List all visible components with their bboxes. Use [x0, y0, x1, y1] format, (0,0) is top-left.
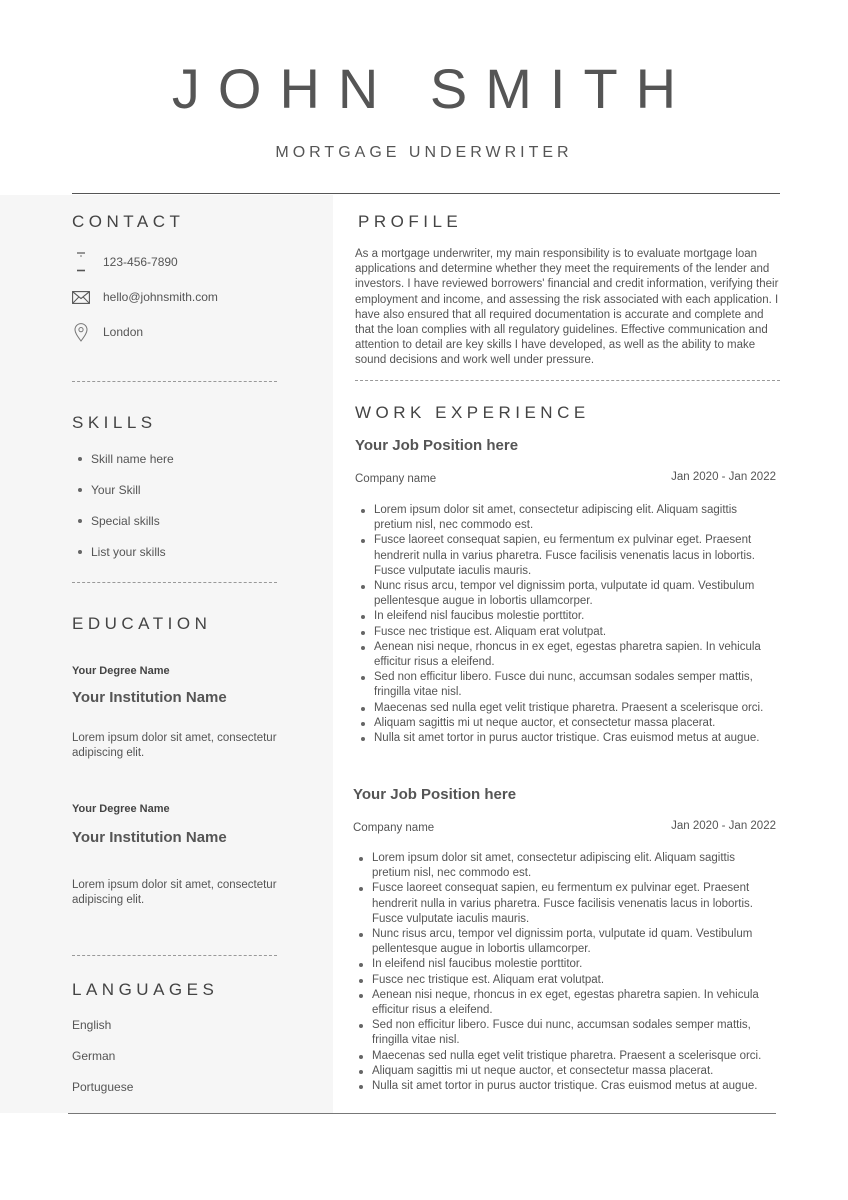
contact-location — [72, 322, 312, 342]
job-bullet: Aliquam sagittis mi ut neque auctor, et consectetur massa placerat. — [353, 1064, 770, 1079]
company-name: Company name — [353, 822, 435, 834]
job-bullet: Aenean nisi neque, rhoncus in ex eget, egestas pharetra sapien. In vehicula efficitur risus a eleifend. — [353, 988, 770, 1018]
language-item: Portuguese — [72, 1080, 134, 1094]
mail-icon — [72, 288, 90, 306]
resume-name: JOHN SMITH — [171, 57, 695, 120]
education-divider — [72, 955, 277, 956]
contact-divider — [72, 381, 277, 382]
languages-heading: LANGUAGES — [72, 980, 219, 999]
resume-title: MORTGAGE UNDERWRITER — [275, 144, 573, 161]
degree-name: Your Degree Name — [72, 803, 170, 815]
job-bullet: Aliquam sagittis mi ut neque auctor, et consectetur massa placerat. — [355, 716, 770, 731]
profile-heading: PROFILE — [358, 212, 463, 231]
job-bullets — [353, 851, 770, 1094]
job-dates: Jan 2020 - Jan 2022 — [671, 471, 776, 483]
job-bullet: Nunc risus arcu, tempor vel dignissim porta, vulputate id quam. Vestibulum pellentesque augue in lobortis ullamcorper. — [355, 579, 770, 609]
header-divider — [72, 193, 780, 194]
job-bullet: Sed non efficitur libero. Fusce dui nunc, accumsan sodales semper mattis, fringilla vitae nisl. — [355, 670, 770, 700]
skill-item: Special skills — [72, 513, 312, 544]
job-bullets — [355, 503, 770, 746]
institution-name: Your Institution Name — [72, 829, 227, 846]
skill-item: Your Skill — [72, 482, 312, 513]
job-bullet: Nulla sit amet tortor in purus auctor tristique. Cras euismod metus at augue. — [355, 731, 770, 746]
job-bullet: Fusce laoreet consequat sapien, eu fermentum ex pulvinar eget. Praesent hendrerit nulla in varius pharetra. Fusce facilisis venenatis lacus in lobortis. Fusce vulputate iaculis mauris. — [355, 533, 770, 579]
skills-heading: SKILLS — [72, 413, 157, 432]
institution-name: Your Institution Name — [72, 689, 227, 706]
skills-list — [72, 451, 312, 575]
degree-name: Your Degree Name — [72, 665, 170, 677]
job-position: Your Job Position here — [353, 786, 517, 803]
job-bullet: Maecenas sed nulla eget velit tristique pharetra. Praesent a scelerisque orci. — [355, 701, 770, 716]
contact-phone — [72, 252, 312, 272]
job-bullet: In eleifend nisl faucibus molestie porttitor. — [353, 957, 770, 972]
skill-item: List your skills — [72, 544, 312, 575]
language-item: English — [72, 1018, 112, 1032]
job-bullet: In eleifend nisl faucibus molestie porttitor. — [355, 609, 770, 624]
job-bullet: Aenean nisi neque, rhoncus in ex eget, egestas pharetra sapien. In vehicula efficitur risus a eleifend. — [355, 640, 770, 670]
education-description: Lorem ipsum dolor sit amet, consectetur adipiscing elit. — [72, 732, 277, 759]
job-bullet: Fusce nec tristique est. Aliquam erat volutpat. — [355, 625, 770, 640]
skills-divider — [72, 582, 277, 583]
education-description: Lorem ipsum dolor sit amet, consectetur adipiscing elit. — [72, 879, 277, 906]
contact-email — [72, 287, 312, 307]
phone-icon — [72, 253, 90, 271]
job-bullet: Fusce laoreet consequat sapien, eu fermentum ex pulvinar eget. Praesent hendrerit nulla in varius pharetra. Fusce facilisis venenatis lacus in lobortis. Fusce vulputate iaculis mauris. — [353, 881, 770, 927]
company-name: Company name — [355, 473, 437, 485]
location-pin-icon — [72, 323, 90, 341]
email-address[interactable]: hello@johnsmith.com — [103, 290, 218, 304]
phone-number: 123-456-7890 — [103, 255, 178, 269]
job-bullet: Maecenas sed nulla eget velit tristique pharetra. Praesent a scelerisque orci. — [353, 1049, 770, 1064]
skill-item: Skill name here — [72, 451, 312, 482]
job-position: Your Job Position here — [355, 437, 519, 454]
job-bullet: Nulla sit amet tortor in purus auctor tristique. Cras euismod metus at augue. — [353, 1079, 770, 1094]
contact-heading: CONTACT — [72, 212, 185, 231]
language-item: German — [72, 1049, 116, 1063]
job-bullet: Fusce nec tristique est. Aliquam erat volutpat. — [353, 973, 770, 988]
job-dates: Jan 2020 - Jan 2022 — [671, 820, 776, 832]
work-experience-heading: WORK EXPERIENCE — [355, 403, 590, 422]
job-bullet: Sed non efficitur libero. Fusce dui nunc, accumsan sodales semper mattis, fringilla vitae nisl. — [353, 1018, 770, 1048]
job-bullet: Lorem ipsum dolor sit amet, consectetur adipiscing elit. Aliquam sagittis pretium nisl, nec commodo est. — [355, 503, 770, 533]
footer-divider — [68, 1113, 776, 1114]
education-heading: EDUCATION — [72, 614, 212, 633]
job-bullet: Nunc risus arcu, tempor vel dignissim porta, vulputate id quam. Vestibulum pellentesque augue in lobortis ullamcorper. — [353, 927, 770, 957]
location-text: London — [103, 325, 144, 339]
job-bullet: Lorem ipsum dolor sit amet, consectetur adipiscing elit. Aliquam sagittis pretium nisl, nec commodo est. — [353, 851, 770, 881]
profile-text: As a mortgage underwriter, my main responsibility is to evaluate mortgage loan applications and determine whether they meet the requirements of the lender and investors. I have reviewed borrowers' financial and credit information, verifying their employment and income, and assessing the risk associated with each application. I have also ensured that all required documentation is accurate and complete and that the loan complies with all regulatory guidelines. Effective communication and attention to detail are key skills I have developed, as well as the ability to make sound decisions and work well under pressure. — [355, 248, 779, 367]
profile-divider — [355, 380, 780, 381]
